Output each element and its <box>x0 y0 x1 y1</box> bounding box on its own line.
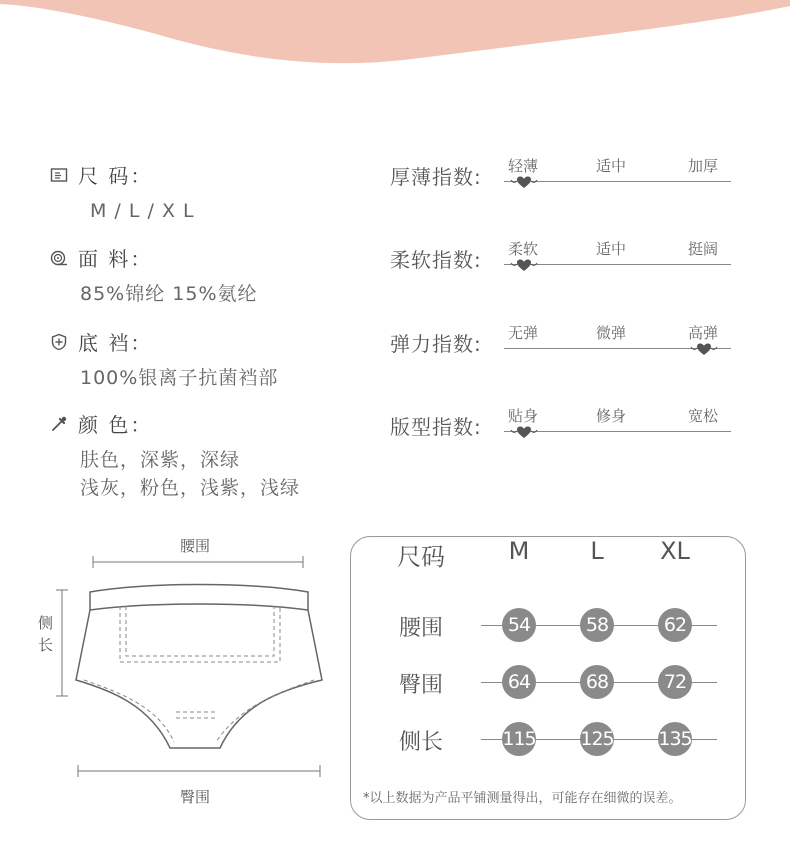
index-option: 贴身 <box>508 407 539 425</box>
spec-color-label: 颜 色： <box>78 413 153 437</box>
index-label: 厚薄指数: <box>390 165 482 189</box>
spec-fabric-label: 面 料： <box>78 247 153 271</box>
spec-fabric <box>50 243 258 308</box>
table-row-label: 臀围 <box>399 673 444 698</box>
side-label-2: 长 <box>38 636 54 654</box>
table-header-size: 尺码 <box>397 543 445 571</box>
spec-color-value-1: 肤色，深紫，深绿 <box>80 449 241 471</box>
size-value-badge: 68 <box>580 665 614 699</box>
index-option: 柔软 <box>508 240 539 258</box>
size-value-badge: 54 <box>502 608 536 642</box>
ruler-icon <box>50 166 68 184</box>
briefs-outline <box>40 530 340 820</box>
spec-crotch-label: 底 裆： <box>78 331 153 355</box>
index-option: 微弹 <box>596 324 627 342</box>
size-value-badge: 62 <box>658 608 692 642</box>
index-scale-line <box>504 181 731 182</box>
hip-label: 臀围 <box>180 788 211 806</box>
heart-marker-icon <box>510 175 538 189</box>
spec-size-value: M / L / X L <box>90 200 195 222</box>
heart-marker-icon <box>510 258 538 272</box>
spec-color <box>50 409 300 502</box>
index-option: 适中 <box>596 240 627 258</box>
index-option: 轻薄 <box>508 157 539 175</box>
index-row <box>390 238 735 278</box>
side-label-1: 侧 <box>38 614 54 632</box>
index-scale-line <box>504 431 731 432</box>
eyedropper-icon <box>50 415 68 433</box>
index-option: 挺阔 <box>688 240 719 258</box>
size-value-badge: 64 <box>502 665 536 699</box>
index-row <box>390 155 735 195</box>
spec-fabric-value: 85%锦纶 15%氨纶 <box>80 283 258 305</box>
spec-size-label: 尺 码： <box>78 164 153 188</box>
table-header-xl: XL <box>660 537 690 565</box>
measurement-note: *以上数据为产品平铺测量得出，可能存在细微的误差。 <box>363 791 682 806</box>
index-scale-line <box>504 264 731 265</box>
index-option: 无弹 <box>508 324 539 342</box>
spec-crotch <box>50 327 278 392</box>
index-label: 弹力指数: <box>390 332 482 356</box>
index-option: 高弹 <box>688 324 719 342</box>
size-value-badge: 135 <box>658 722 692 756</box>
index-option: 加厚 <box>688 157 719 175</box>
fabric-roll-icon <box>50 249 68 267</box>
garment-diagram <box>40 530 340 820</box>
spec-size <box>50 160 195 225</box>
heart-marker-icon <box>510 425 538 439</box>
index-option: 修身 <box>596 407 627 425</box>
index-row <box>390 322 735 362</box>
index-option: 宽松 <box>688 407 719 425</box>
heart-marker-icon <box>690 342 718 356</box>
size-value-badge: 72 <box>658 665 692 699</box>
waist-label: 腰围 <box>180 537 211 555</box>
index-option: 适中 <box>596 157 627 175</box>
size-value-badge: 125 <box>580 722 614 756</box>
size-value-badge: 115 <box>502 722 536 756</box>
spec-crotch-value: 100%银离子抗菌裆部 <box>80 367 279 389</box>
table-header-l: L <box>590 537 604 565</box>
table-row-label: 腰围 <box>399 616 444 641</box>
size-table <box>350 536 746 820</box>
top-banner <box>0 0 790 70</box>
index-label: 柔软指数: <box>390 248 482 272</box>
index-label: 版型指数: <box>390 415 482 439</box>
index-row <box>390 405 735 445</box>
table-header-m: M <box>508 537 530 565</box>
shield-icon <box>50 333 68 351</box>
table-row-label: 侧长 <box>399 730 444 755</box>
size-value-badge: 58 <box>580 608 614 642</box>
spec-color-value-2: 浅灰，粉色，浅紫，浅绿 <box>80 477 301 499</box>
